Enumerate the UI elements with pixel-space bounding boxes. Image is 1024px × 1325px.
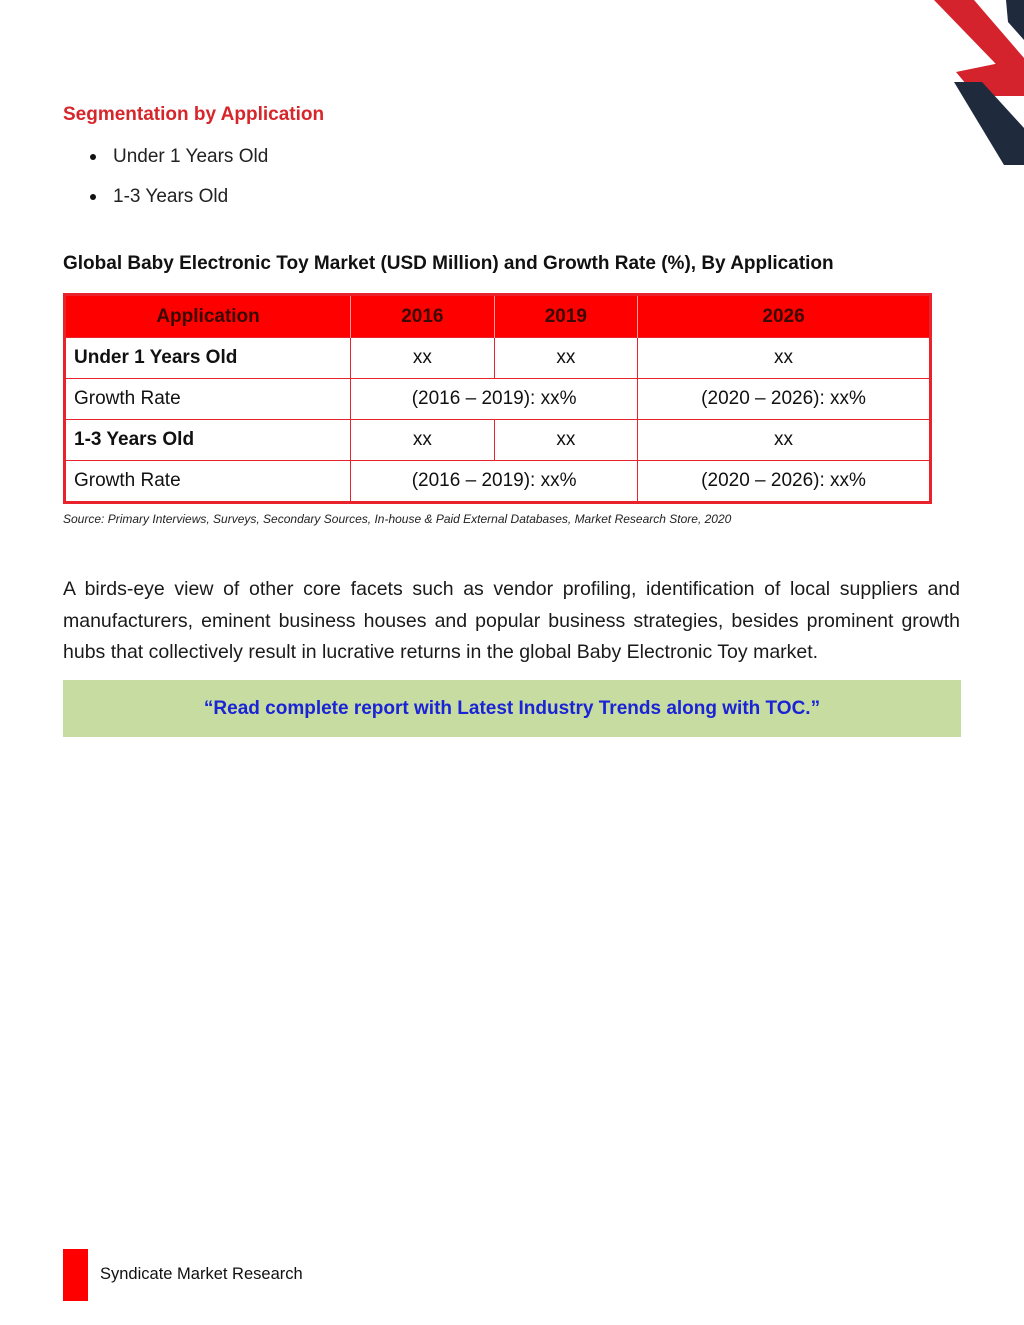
column-header-2016: 2016	[351, 295, 495, 338]
table-cell: xx	[494, 420, 638, 461]
segmentation-list	[63, 144, 268, 224]
brand-logo-icon	[904, 0, 1024, 165]
read-report-link[interactable]: “Read complete report with Latest Industry Trends along with TOC.”	[203, 697, 821, 719]
table-cell: (2016 – 2019): xx%	[351, 379, 638, 420]
cta-banner	[63, 680, 961, 737]
bullet-icon	[90, 194, 96, 200]
row-label: Growth Rate	[65, 379, 351, 420]
table-row	[65, 420, 931, 461]
table-row	[65, 338, 931, 379]
list-item-label: Under 1 Years Old	[113, 146, 269, 167]
list-item	[63, 144, 268, 184]
footer-red-bar-icon	[63, 1249, 88, 1301]
column-header-2026: 2026	[638, 295, 931, 338]
row-label: Growth Rate	[65, 461, 351, 503]
table-cell: (2020 – 2026): xx%	[638, 379, 931, 420]
table-header-row	[65, 295, 931, 338]
table-cell: (2016 – 2019): xx%	[351, 461, 638, 503]
list-item	[63, 184, 268, 224]
table-cell: xx	[638, 420, 931, 461]
table-title: Global Baby Electronic Toy Market (USD Million) and Growth Rate (%), By Application	[63, 253, 834, 274]
table-cell: (2020 – 2026): xx%	[638, 461, 931, 503]
table-cell: xx	[638, 338, 931, 379]
segmentation-heading: Segmentation by Application	[63, 104, 325, 125]
table-cell: xx	[494, 338, 638, 379]
footer-company-name: Syndicate Market Research	[100, 1265, 303, 1283]
body-paragraph: A birds-eye view of other core facets such as vendor profiling, identification of local suppliers and manufacturers, eminent business houses and popular business strategies, besides prominent growth hubs that collectively result in lucrative returns in the global Baby Electronic Toy market.	[63, 578, 960, 663]
column-header-application: Application	[65, 295, 351, 338]
table-cell: xx	[351, 420, 495, 461]
bullet-icon	[90, 154, 96, 160]
column-header-2019: 2019	[494, 295, 638, 338]
table-cell: xx	[351, 338, 495, 379]
table-row	[65, 379, 931, 420]
list-item-label: 1-3 Years Old	[113, 186, 229, 207]
row-label: 1-3 Years Old	[65, 420, 351, 461]
row-label: Under 1 Years Old	[65, 338, 351, 379]
market-table	[63, 293, 932, 504]
table-row	[65, 461, 931, 503]
source-note: Source: Primary Interviews, Surveys, Secondary Sources, In-house & Paid External Databases, Market Research Store, 2020	[63, 512, 732, 526]
